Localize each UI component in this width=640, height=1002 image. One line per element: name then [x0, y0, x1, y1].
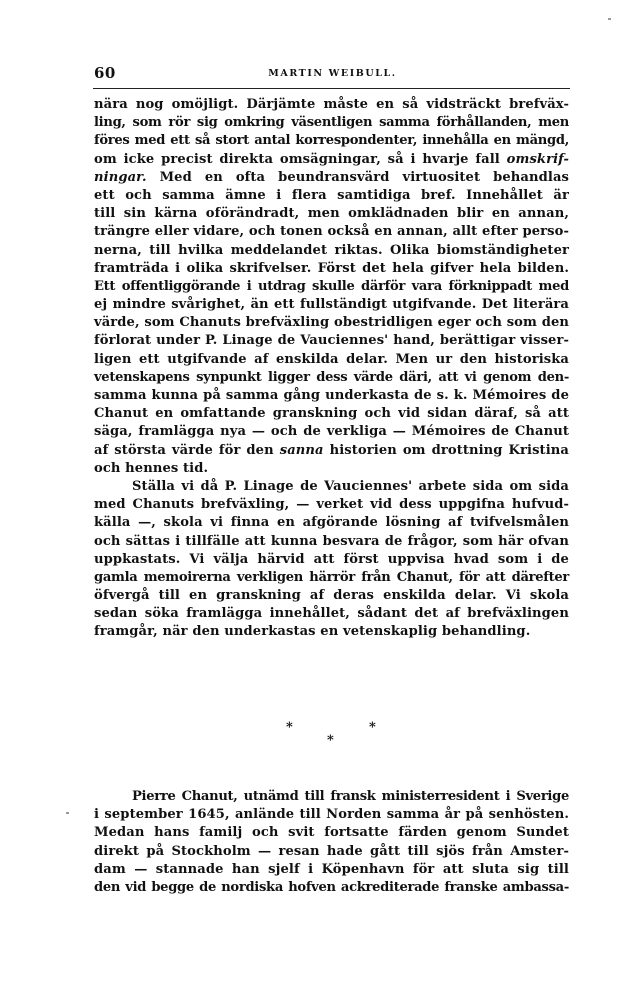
header-rule — [93, 88, 570, 89]
text-line: öfvergå till en granskning af deras enskilda delar. Vi skola — [94, 588, 569, 604]
text-fragment: af största värde för den — [94, 442, 274, 458]
text-fragment: Med en ofta beundransvärd virtuositet behandlas — [146, 169, 569, 185]
text-line: och hennes tid. — [94, 460, 209, 476]
asterisk: * — [286, 720, 293, 735]
text-line: ling, som rör sig omkring väsentligen samma förhållanden, men — [94, 115, 569, 131]
text-line: Medan hans familj och svit fortsatte färden genom Sundet — [94, 825, 569, 841]
text-line: föres med ett så stort antal korrespondenter, innehålla en mängd, — [94, 133, 569, 149]
italic-word: omskrif- — [506, 151, 569, 167]
text-line: direkt på Stockholm — resan hade gått till sjös från Amster- — [94, 843, 569, 859]
text-fragment: om icke precist direkta omsägningar, så i hvarje fall — [94, 151, 500, 167]
text-line: nära nog omöjligt. Därjämte måste en så vidsträckt brefväx- — [94, 97, 569, 112]
text-line: Chanut en omfattande granskning och vid sidan däraf, så att — [94, 406, 569, 422]
text-line — [94, 169, 569, 187]
page-header — [94, 64, 571, 84]
text-line: till sin kärna oförändradt, men omklädnaden blir en annan, — [94, 206, 569, 222]
italic-word: ningar. — [94, 169, 147, 185]
text-line: uppkastats. Vi välja härvid att först uppvisa hvad som i de — [94, 551, 569, 567]
text-line: sedan söka framlägga innehållet, sådant det af brefväxlingen — [94, 606, 569, 622]
text-line: ligen ett utgifvande af enskilda delar. Men ur den historiska — [94, 351, 569, 367]
text-line — [94, 442, 569, 460]
text-line: källa —, skola vi finna en afgörande lösning af tvifvelsmålen — [94, 515, 569, 531]
text-fragment: historien om drottning Kristina — [329, 442, 569, 458]
page-number: 60 — [94, 64, 116, 82]
text-line: framträda i olika skrifvelser. Först det hela gifver hela bilden. — [94, 260, 569, 276]
asterisk: * — [327, 733, 334, 748]
text-line: i september 1645, anlände till Norden samma år på senhösten. — [94, 807, 569, 823]
text-line: trängre eller vidare, och tonen också en annan, allt efter perso- — [94, 224, 569, 240]
text-line: vetenskapens synpunkt ligger dess värde däri, att vi genom den- — [94, 369, 569, 385]
text-line: nerna, till hvilka meddelandet riktas. Olika biomständigheter — [94, 242, 569, 258]
text-line: gamla memoirerna verkligen härrör från Chanut, för att därefter — [94, 569, 569, 585]
running-head: MARTIN WEIBULL. — [268, 68, 397, 79]
asterisk: * — [369, 720, 376, 735]
text-line: förlorat under P. Linage de Vauciennes' hand, berättigar visser- — [94, 333, 569, 349]
text-block-1 — [94, 96, 569, 642]
scan-speck — [608, 18, 611, 20]
text-line: Ett offentliggörande i utdrag skulle därför vara förknippadt med — [94, 278, 569, 294]
section-separator — [0, 720, 640, 750]
text-block-2 — [94, 788, 569, 897]
text-line: dam — stannade han sjelf i Köpenhavn för att sluta sig till — [94, 861, 569, 877]
text-line: samma kunna på samma gång underkasta de s. k. Mémoires de — [94, 388, 569, 403]
text-line: säga, framlägga nya — och de verkliga — Mémoires de Chanut — [94, 424, 569, 440]
text-line: ej mindre svårighet, än ett fullständigt utgifvande. Det literära — [94, 297, 569, 313]
text-line — [94, 151, 569, 169]
italic-word: sanna — [279, 442, 324, 458]
text-line: framgår, när den underkastas en vetenskaplig behandling. — [94, 624, 531, 640]
text-line: och sättas i tillfälle att kunna besvara de frågor, som här ofvan — [94, 533, 569, 549]
text-line: Pierre Chanut, utnämd till fransk ministerresident i Sverige — [132, 789, 569, 804]
scan-speck — [66, 812, 69, 814]
text-line: den vid begge de nordiska hofven ackrediterade franske ambassa- — [94, 879, 569, 895]
text-line: värde, som Chanuts brefväxling obestridligen eger och som den — [94, 315, 569, 331]
text-line: ett och samma ämne i flera samtidiga bref. Innehållet är — [94, 187, 569, 203]
text-line: Ställa vi då P. Linage de Vauciennes' arbete sida om sida — [132, 478, 569, 494]
text-line: med Chanuts brefväxling, — verket vid dess uppgifna hufvud- — [94, 497, 569, 513]
